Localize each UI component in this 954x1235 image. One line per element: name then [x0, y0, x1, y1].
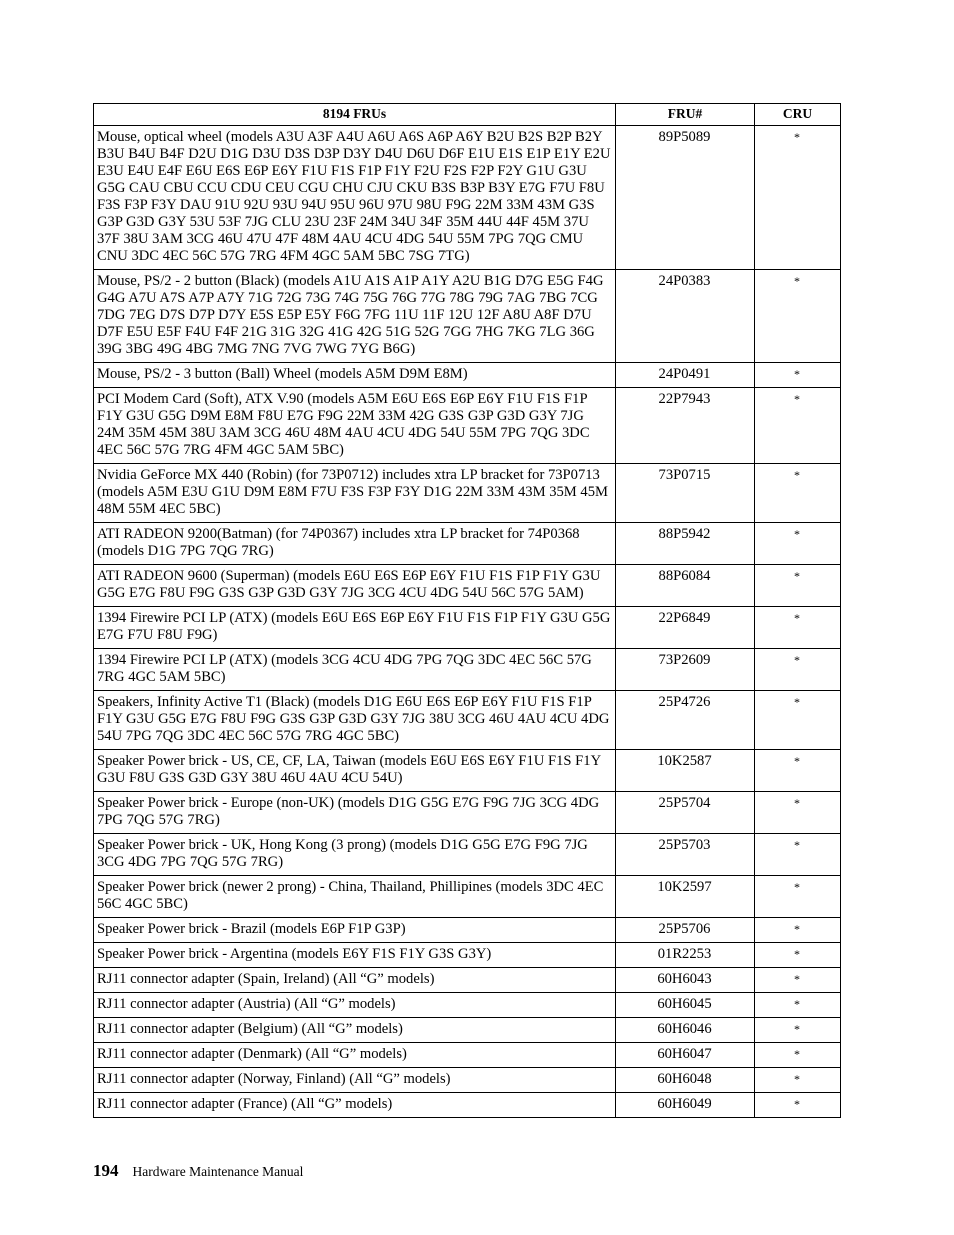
- fru-description-cell: Speaker Power brick - Europe (non-UK) (models D1G G5G E7G F9G 7JG 3CG 4DG 7PG 7QG 57G 7RG): [94, 792, 616, 834]
- fru-description-cell: RJ11 connector adapter (Norway, Finland) (All “G” models): [94, 1068, 616, 1093]
- fru-number-cell: 25P4726: [616, 691, 755, 750]
- cru-cell: *: [755, 968, 841, 993]
- cru-cell: *: [755, 750, 841, 792]
- fru-number-cell: 25P5704: [616, 792, 755, 834]
- table-row: [94, 834, 841, 876]
- fru-number-cell: 60H6048: [616, 1068, 755, 1093]
- fru-description-cell: RJ11 connector adapter (Belgium) (All “G” models): [94, 1018, 616, 1043]
- table-row: [94, 388, 841, 464]
- table-row: [94, 523, 841, 565]
- fru-description-cell: RJ11 connector adapter (Denmark) (All “G” models): [94, 1043, 616, 1068]
- fru-description-cell: Speakers, Infinity Active T1 (Black) (models D1G E6U E6S E6P E6Y F1U F1S F1P F1Y G3U G5G E7G F8U F9G G3S G3P G3D G3Y 7JG 38U 3CG 46U 4AU 4CU 4DG 54U 7PG 7QG 3DC 4EC 56C 57G 7RG 4GC 5BC): [94, 691, 616, 750]
- cru-cell: *: [755, 993, 841, 1018]
- header-fru-number: FRU#: [616, 104, 755, 126]
- fru-number-cell: 10K2597: [616, 876, 755, 918]
- fru-description-cell: Mouse, PS/2 - 3 button (Ball) Wheel (models A5M D9M E8M): [94, 363, 616, 388]
- table-row: [94, 1093, 841, 1118]
- fru-number-cell: 60H6045: [616, 993, 755, 1018]
- fru-description-cell: RJ11 connector adapter (France) (All “G” models): [94, 1093, 616, 1118]
- cru-cell: *: [755, 1093, 841, 1118]
- fru-description-cell: PCI Modem Card (Soft), ATX V.90 (models A5M E6U E6S E6P E6Y F1U F1S F1P F1Y G3U G5G D9M E8M F8U E7G F9G 22M 33M 42G G3S G3P G3D G3Y 7JG 24M 35M 45M 38U 3AM 3CG 46U 48M 4AU 4CU 4DG 54U 55M 7PG 7QG 3DC 4EC 56C 57G 7RG 4FM 4GC 5AM 5BC): [94, 388, 616, 464]
- fru-number-cell: 25P5706: [616, 918, 755, 943]
- fru-number-cell: 22P6849: [616, 607, 755, 649]
- fru-number-cell: 73P2609: [616, 649, 755, 691]
- fru-number-cell: 24P0491: [616, 363, 755, 388]
- cru-cell: *: [755, 607, 841, 649]
- cru-cell: *: [755, 792, 841, 834]
- cru-cell: *: [755, 691, 841, 750]
- table-row: [94, 943, 841, 968]
- table-row: [94, 270, 841, 363]
- table-row: [94, 792, 841, 834]
- cru-cell: *: [755, 523, 841, 565]
- cru-cell: *: [755, 565, 841, 607]
- fru-number-cell: 73P0715: [616, 464, 755, 523]
- cru-cell: *: [755, 943, 841, 968]
- header-cru: CRU: [755, 104, 841, 126]
- page-footer: [93, 1161, 303, 1181]
- cru-cell: *: [755, 649, 841, 691]
- table-body: [94, 126, 841, 1118]
- fru-description-cell: Speaker Power brick - US, CE, CF, LA, Taiwan (models E6U E6S E6Y F1U F1S F1Y G3U F8U G3S G3D G3Y 38U 46U 4AU 4CU 54U): [94, 750, 616, 792]
- fru-description-cell: Speaker Power brick - UK, Hong Kong (3 prong) (models D1G G5G E7G F9G 7JG 3CG 4DG 7PG 7QG 57G 7RG): [94, 834, 616, 876]
- fru-description-cell: ATI RADEON 9200(Batman) (for 74P0367) includes xtra LP bracket for 74P0368 (models D1G 7PG 7QG 7RG): [94, 523, 616, 565]
- fru-number-cell: 88P5942: [616, 523, 755, 565]
- cru-cell: *: [755, 918, 841, 943]
- fru-description-cell: Mouse, PS/2 - 2 button (Black) (models A1U A1S A1P A1Y A2U B1G D7G E5G F4G G4G A7U A7S A7P A7Y 71G 72G 73G 74G 75G 76G 77G 78G 79G 7AG 7BG 7CG 7DG 7EG D7S D7P D7Y E5S E5P E5Y F6G 7FG 11U 11F 12U 12F A8U A8F D7U D7F E5U E5F F4U F4F 21G 31G 32G 41G 42G 51G 52G 7GG 7HG 7KG 7LG 36G 39G 3BG 49G 4BG 7MG 7NG 7VG 7WG 7YG B6G): [94, 270, 616, 363]
- table-row: [94, 918, 841, 943]
- cru-cell: *: [755, 1068, 841, 1093]
- table-header-row: [94, 104, 841, 126]
- cru-cell: *: [755, 126, 841, 270]
- fru-description-cell: Speaker Power brick (newer 2 prong) - China, Thailand, Phillipines (models 3DC 4EC 56C 4GC 5BC): [94, 876, 616, 918]
- table-row: [94, 1068, 841, 1093]
- cru-cell: *: [755, 270, 841, 363]
- table-row: [94, 876, 841, 918]
- fru-number-cell: 60H6047: [616, 1043, 755, 1068]
- header-fru-description: 8194 FRUs: [94, 104, 616, 126]
- page-number: 194: [93, 1161, 119, 1180]
- table-row: [94, 649, 841, 691]
- fru-description-cell: 1394 Firewire PCI LP (ATX) (models 3CG 4CU 4DG 7PG 7QG 3DC 4EC 56C 57G 7RG 4GC 5AM 5BC): [94, 649, 616, 691]
- fru-number-cell: 24P0383: [616, 270, 755, 363]
- table-row: [94, 1018, 841, 1043]
- cru-cell: *: [755, 1043, 841, 1068]
- table-row: [94, 750, 841, 792]
- fru-description-cell: RJ11 connector adapter (Spain, Ireland) (All “G” models): [94, 968, 616, 993]
- fru-description-cell: Mouse, optical wheel (models A3U A3F A4U A6U A6S A6P A6Y B2U B2S B2P B2Y B3U B4U B4F D2U D1G D3U D3S D3P D3Y D4U D6U D6F E1U E1S E1P E1Y E2U E3U E4U E4F E6U E6S E6P E6Y F1U F1S F1P F1Y F2U F2S F2P F2Y G1U G3U G5G CAU CBU CCU CDU CEU CGU CHU CJU CKU B3S B3P B3Y E7G F7U F8U F3S F3P F3Y DAU 91U 92U 93U 94U 95U 96U 97U 98U F9G 22M 33M 43M G3S G3P G3D G3Y 53U 53F 7JG CLU 23U 23F 24M 34U 34F 35M 44U 44F 45M 37U 37F 38U 3AM 3CG 46U 47U 47F 48M 4AU 4CU 4DG 54U 55M 7PG 7QG CMU CNU 3DC 4EC 56C 57G 7RG 4FM 4GC 5AM 5BC 7SG 7TG): [94, 126, 616, 270]
- cru-cell: *: [755, 388, 841, 464]
- fru-description-cell: ATI RADEON 9600 (Superman) (models E6U E6S E6P E6Y F1U F1S F1P F1Y G3U G5G E7G F8U F9G G3S G3P G3D G3Y 7JG 3CG 4CU 4DG 54U 56C 57G 5AM): [94, 565, 616, 607]
- cru-cell: *: [755, 464, 841, 523]
- cru-cell: *: [755, 876, 841, 918]
- fru-number-cell: 60H6049: [616, 1093, 755, 1118]
- fru-description-cell: Speaker Power brick - Brazil (models E6P F1P G3P): [94, 918, 616, 943]
- fru-table: [93, 103, 841, 1118]
- fru-description-cell: Speaker Power brick - Argentina (models E6Y F1S F1Y G3S G3Y): [94, 943, 616, 968]
- table-row: [94, 126, 841, 270]
- table-row: [94, 464, 841, 523]
- manual-title: Hardware Maintenance Manual: [132, 1164, 304, 1179]
- fru-number-cell: 22P7943: [616, 388, 755, 464]
- cru-cell: *: [755, 1018, 841, 1043]
- table-row: [94, 691, 841, 750]
- table-row: [94, 968, 841, 993]
- table-row: [94, 607, 841, 649]
- fru-number-cell: 01R2253: [616, 943, 755, 968]
- fru-number-cell: 10K2587: [616, 750, 755, 792]
- fru-description-cell: RJ11 connector adapter (Austria) (All “G” models): [94, 993, 616, 1018]
- fru-number-cell: 88P6084: [616, 565, 755, 607]
- fru-number-cell: 60H6046: [616, 1018, 755, 1043]
- fru-number-cell: 25P5703: [616, 834, 755, 876]
- cru-cell: *: [755, 363, 841, 388]
- fru-number-cell: 89P5089: [616, 126, 755, 270]
- table-row: [94, 363, 841, 388]
- cru-cell: *: [755, 834, 841, 876]
- fru-description-cell: Nvidia GeForce MX 440 (Robin) (for 73P0712) includes xtra LP bracket for 73P0713 (models A5M E3U G1U D9M E8M F7U F3S F3P F3Y D1G 22M 33M 43M 35M 45M 48M 55M 4EC 5BC): [94, 464, 616, 523]
- fru-number-cell: 60H6043: [616, 968, 755, 993]
- table-row: [94, 1043, 841, 1068]
- fru-description-cell: 1394 Firewire PCI LP (ATX) (models E6U E6S E6P E6Y F1U F1S F1P F1Y G3U G5G E7G F7U F8U F9G): [94, 607, 616, 649]
- table-row: [94, 565, 841, 607]
- table-row: [94, 993, 841, 1018]
